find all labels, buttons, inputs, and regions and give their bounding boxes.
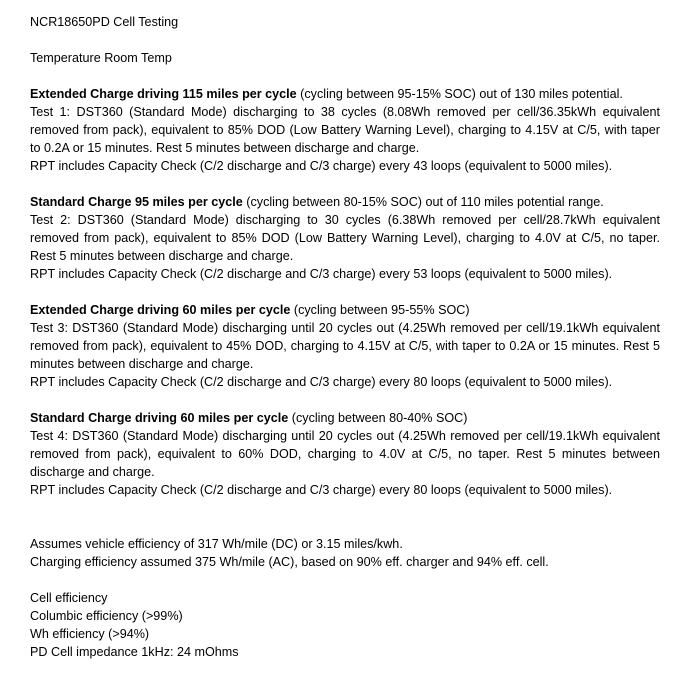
temperature-line: Temperature Room Temp (30, 51, 172, 65)
test-section (30, 85, 660, 175)
document-title: NCR18650PD Cell Testing (30, 15, 179, 29)
document-body (30, 13, 660, 661)
test-section (30, 193, 660, 283)
cell-efficiency-item: Columbic efficiency (>99%) (30, 609, 183, 623)
test-heading (30, 301, 660, 319)
test-heading-detail: (cycling between 95-55% SOC) (290, 303, 470, 317)
spacer (30, 67, 660, 85)
cell-efficiency-heading: Cell efficiency (30, 591, 108, 605)
test-heading (30, 85, 660, 103)
test-heading-detail: (cycling between 95-15% SOC) out of 130 miles potential. (296, 87, 623, 101)
spacer (30, 391, 660, 409)
test-description: Test 2: DST360 (Standard Mode) discharging to 30 cycles (6.38Wh removed per cell/28.7kWh equivalent removed from pack), equivalent to 85% DOD (Low Battery Warning Level), charging to 4.0V at C/5, no taper. Rest 5 minutes between discharge and charge. (30, 213, 660, 263)
test-section (30, 301, 660, 391)
spacer (30, 499, 660, 535)
assumptions-section (30, 535, 660, 571)
test-heading-detail: (cycling between 80-40% SOC) (288, 411, 468, 425)
test-description: Test 4: DST360 (Standard Mode) discharging until 20 cycles out (4.25Wh removed per cell/19.1kWh equivalent removed from pack), equivalent to 60% DOD, charging to 4.0V at C/5, no taper. Rest 5 minutes between discharge and charge. (30, 429, 660, 479)
assumption-line: Assumes vehicle efficiency of 317 Wh/mile (DC) or 3.15 miles/kwh. (30, 537, 403, 551)
test-heading (30, 409, 660, 427)
spacer (30, 571, 660, 589)
test-heading-detail: (cycling between 80-15% SOC) out of 110 miles potential range. (242, 195, 604, 209)
test-heading (30, 193, 660, 211)
spacer (30, 175, 660, 193)
test-heading-bold: Extended Charge driving 60 miles per cycle (30, 303, 291, 317)
test-rpt: RPT includes Capacity Check (C/2 discharge and C/3 charge) every 80 loops (equivalent to 5000 miles). (30, 375, 613, 389)
test-rpt: RPT includes Capacity Check (C/2 discharge and C/3 charge) every 80 loops (equivalent to 5000 miles). (30, 483, 613, 497)
test-heading-bold: Extended Charge driving 115 miles per cycle (30, 87, 297, 101)
test-heading-bold: Standard Charge driving 60 miles per cycle (30, 411, 289, 425)
cell-efficiency-item: PD Cell impedance 1kHz: 24 mOhms (30, 645, 239, 659)
test-description: Test 1: DST360 (Standard Mode) discharging to 38 cycles (8.08Wh removed per cell/36.35kWh equivalent removed from pack), equivalent to 85% DOD (Low Battery Warning Level), charging to 4.15V at C/5, with taper to 0.2A or 15 minutes. Rest 5 minutes between discharge and charge. (30, 105, 660, 155)
spacer (30, 283, 660, 301)
test-section (30, 409, 660, 499)
cell-efficiency-section (30, 589, 660, 661)
test-rpt: RPT includes Capacity Check (C/2 discharge and C/3 charge) every 43 loops (equivalent to 5000 miles). (30, 159, 613, 173)
cell-efficiency-item: Wh efficiency (>94%) (30, 627, 150, 641)
spacer (30, 31, 660, 49)
test-rpt: RPT includes Capacity Check (C/2 discharge and C/3 charge) every 53 loops (equivalent to 5000 miles). (30, 267, 613, 281)
test-heading-bold: Standard Charge 95 miles per cycle (30, 195, 243, 209)
test-description: Test 3: DST360 (Standard Mode) discharging until 20 cycles out (4.25Wh removed per cell/19.1kWh equivalent removed from pack), equivalent to 45% DOD, charging to 4.15V at C/5, with taper to 0.2A or 15 minutes. Rest 5 minutes between discharge and charge. (30, 321, 660, 371)
assumption-line: Charging efficiency assumed 375 Wh/mile (AC), based on 90% eff. charger and 94% eff. cell. (30, 555, 549, 569)
